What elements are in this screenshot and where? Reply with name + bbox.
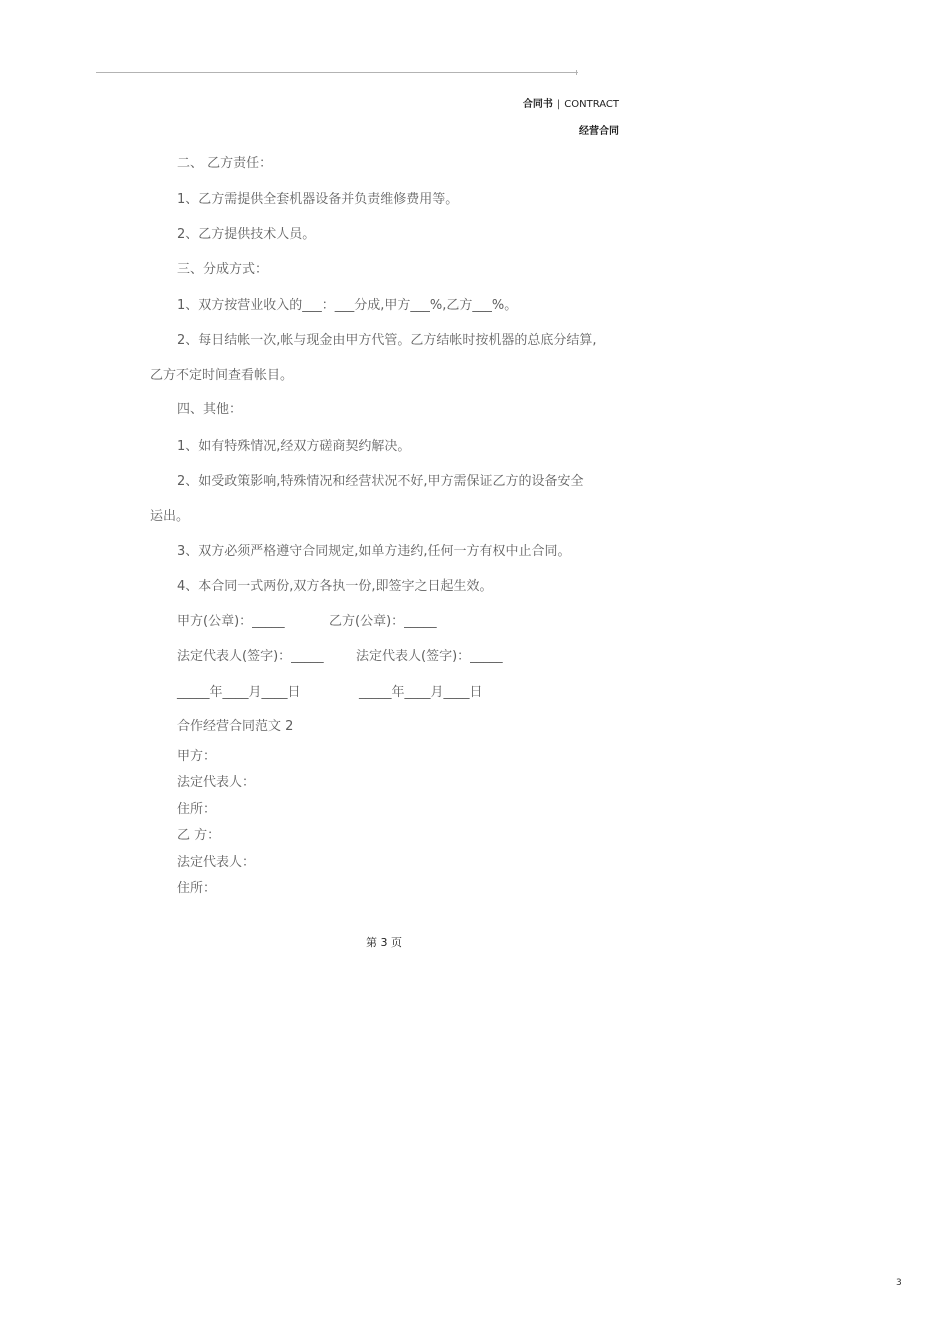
party-a-seal-line: 甲方(公章)：_____: [177, 614, 285, 629]
party-a-date-line: _____年____月____日: [177, 685, 301, 700]
section-heading-other: 四、其他：: [177, 402, 243, 417]
paragraph-continuation: 运出。: [150, 509, 190, 524]
page-number-label: 第 3 页: [366, 936, 402, 949]
paragraph-continuation: 乙方不定时间查看帐目。: [150, 368, 294, 383]
header-rule-end-mark: [576, 70, 577, 75]
header-separator: |: [556, 99, 561, 110]
party-a-rep-line: 法定代表人(签字)：_____: [177, 649, 324, 664]
paragraph: 4、本合同一式两份,双方各执一份,即签字之日起生效。: [177, 579, 493, 594]
header-doc-title: 经营合同: [579, 126, 619, 137]
party-b-seal-line: 乙方(公章)：_____: [329, 614, 437, 629]
paragraph: 2、乙方提供技术人员。: [177, 227, 316, 242]
corner-page-number: 3: [896, 1278, 902, 1288]
paragraph: 2、每日结帐一次,帐与现金由甲方代管。乙方结帐时按机器的总底分结算,: [177, 333, 597, 348]
header-doc-type: [523, 95, 619, 110]
header-rule: [96, 72, 578, 73]
sample2-addr-a: 住所：: [177, 802, 217, 817]
sample2-title: 合作经营合同范文 2: [177, 719, 294, 734]
section-heading-revenue-split: 三、分成方式：: [177, 262, 269, 277]
sample2-rep-b: 法定代表人：: [177, 855, 256, 870]
paragraph: 1、如有特殊情况,经双方磋商契约解决。: [177, 439, 411, 454]
header-doc-type-cn: 合同书: [522, 99, 553, 110]
paragraph: 3、双方必须严格遵守合同规定,如单方违约,任何一方有权中止合同。: [177, 544, 571, 559]
sample2-addr-b: 住所：: [177, 881, 217, 896]
sample2-party-b: 乙 方：: [177, 828, 221, 843]
header-doc-type-en: CONTRACT: [564, 99, 619, 110]
paragraph: 2、如受政策影响,特殊情况和经营状况不好,甲方需保证乙方的设备安全: [177, 474, 584, 489]
party-b-date-line: _____年____月____日: [359, 685, 483, 700]
paragraph: 1、双方按营业收入的___：___分成,甲方___%,乙方___%。: [177, 298, 518, 313]
paragraph: 1、乙方需提供全套机器设备并负责维修费用等。: [177, 192, 459, 207]
sample2-rep-a: 法定代表人：: [177, 775, 256, 790]
party-b-rep-line: 法定代表人(签字)：_____: [356, 649, 503, 664]
sample2-party-a: 甲方：: [177, 749, 217, 764]
section-heading-party-b-duties: 二、 乙方责任：: [177, 156, 273, 171]
